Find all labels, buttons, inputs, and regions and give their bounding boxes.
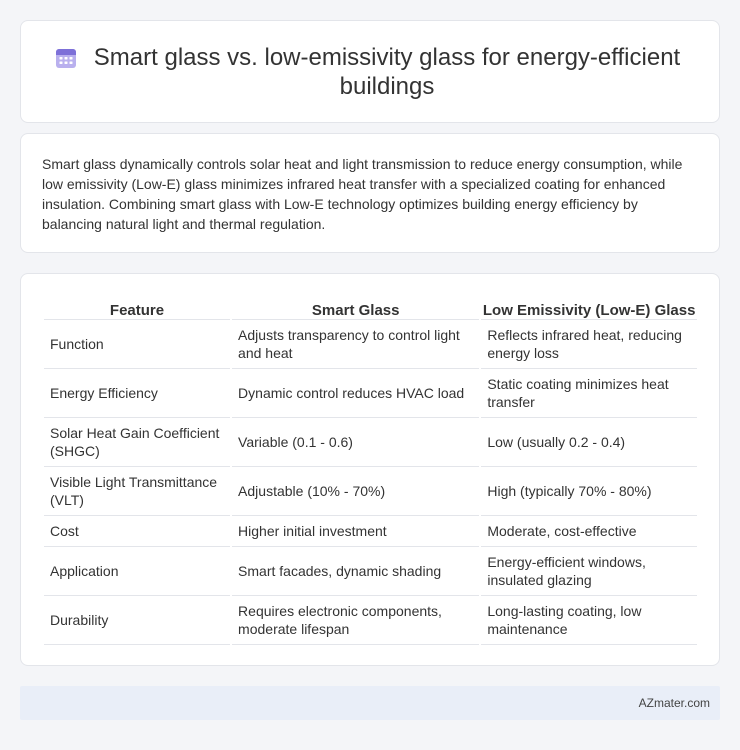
row-feature: Cost xyxy=(44,516,230,547)
table-header-row xyxy=(44,294,697,320)
table-row xyxy=(44,320,697,369)
header-feature: Feature xyxy=(44,294,230,320)
footer-brand[interactable]: AZmater.com xyxy=(638,696,710,710)
header-smart-glass: Smart Glass xyxy=(232,294,479,320)
row-smart-glass: Adjustable (10% - 70%) xyxy=(232,467,479,516)
row-smart-glass: Dynamic control reduces HVAC load xyxy=(232,369,479,418)
row-feature: Energy Efficiency xyxy=(44,369,230,418)
row-feature: Durability xyxy=(44,596,230,645)
intro-paragraph: Smart glass dynamically controls solar heat and light transmission to reduce energy consumption, while low emissivity (Low-E) glass minimizes infrared heat transfer with a specialized coating for enhanced insulation. Combining smart glass with Low-E technology optimizes building energy efficiency by balancing natural light and thermal regulation. xyxy=(42,156,683,232)
row-smart-glass: Variable (0.1 - 0.6) xyxy=(232,418,479,467)
table-row xyxy=(44,467,697,516)
intro-card xyxy=(20,133,720,253)
row-smart-glass: Requires electronic components, moderate lifespan xyxy=(232,596,479,645)
row-smart-glass: Smart facades, dynamic shading xyxy=(232,547,479,596)
row-low-e-glass: Energy-efficient windows, insulated glazing xyxy=(481,547,697,596)
table-row xyxy=(44,596,697,645)
row-low-e-glass: Static coating minimizes heat transfer xyxy=(481,369,697,418)
table-row xyxy=(44,547,697,596)
title-card xyxy=(20,20,720,123)
table-row xyxy=(44,369,697,418)
row-low-e-glass: Moderate, cost-effective xyxy=(481,516,697,547)
row-low-e-glass: Long-lasting coating, low maintenance xyxy=(481,596,697,645)
row-feature: Application xyxy=(44,547,230,596)
title-wrap xyxy=(21,43,719,101)
row-feature: Visible Light Transmittance (VLT) xyxy=(44,467,230,516)
row-feature: Solar Heat Gain Coefficient (SHGC) xyxy=(44,418,230,467)
row-low-e-glass: High (typically 70% - 80%) xyxy=(481,467,697,516)
row-smart-glass: Adjusts transparency to control light and heat xyxy=(232,320,479,369)
footer-bar xyxy=(20,686,720,720)
comparison-card xyxy=(20,273,720,666)
row-smart-glass: Higher initial investment xyxy=(232,516,479,547)
page-title: Smart glass vs. low-emissivity glass for energy-efficient buildings xyxy=(93,44,681,100)
comparison-table xyxy=(42,294,699,645)
header-low-e-glass: Low Emissivity (Low-E) Glass xyxy=(481,294,697,320)
table-row xyxy=(44,516,697,547)
table-row xyxy=(44,418,697,467)
row-low-e-glass: Low (usually 0.2 - 0.4) xyxy=(481,418,697,467)
row-low-e-glass: Reflects infrared heat, reducing energy loss xyxy=(481,320,697,369)
row-feature: Function xyxy=(44,320,230,369)
